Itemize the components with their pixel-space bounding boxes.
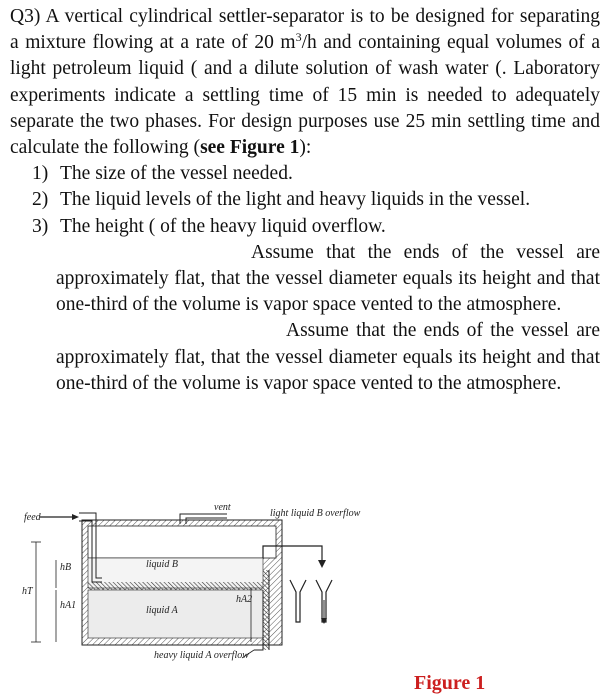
- question-label: Q3): [10, 6, 41, 27]
- heavy-leg-fill: [263, 570, 269, 650]
- settler-diagram: [22, 500, 361, 670]
- problem-intro: Q3) A vertical cylindrical settler-separator is to be designed for separating a mixture flowing at a rate of 20 $m^3/h$ and containing equal volumes of a light petroleum liquid ( and a dilute solution of wash water (. Laboratory experiments indicate a settling time of 15 min is needed to adequately separate the two phases. For design purposes use 25 min settling time and calculate the following (see Figure 1):: [10, 6, 600, 159]
- light-overflow-arrow: [318, 560, 326, 568]
- liquid-b-label: liquid B: [146, 559, 178, 570]
- list-item: 1) The size of the vessel needed.: [32, 163, 293, 185]
- assumption-paragraph-repeat: Assume that the ends of the vessel are approximately flat, that the vessel diameter equals its height and that one-third of the volume is vapor space vented to the atmosphere.: [56, 320, 600, 394]
- task-list: [10, 161, 600, 240]
- interface-band: [88, 582, 263, 590]
- feed-arrow-head: [72, 514, 79, 520]
- liquid-a-label: liquid A: [146, 605, 178, 616]
- figure-reference: see Figure 1: [200, 137, 300, 159]
- light-overflow-label: light liquid B overflow: [270, 508, 361, 519]
- vent-label: vent: [214, 502, 231, 513]
- vapor-space: [88, 526, 276, 558]
- ht-label: hT: [22, 586, 33, 597]
- ha1-label: hA1: [60, 600, 77, 611]
- heavy-overflow-label: heavy liquid A overflow: [154, 650, 249, 661]
- figure-caption: Figure 1: [414, 672, 486, 694]
- funnel-1: [290, 580, 306, 622]
- hb-label: hB: [60, 562, 72, 573]
- feed-label: feed: [24, 512, 41, 523]
- list-item: 3) The height ( of the heavy liquid overflow.: [32, 215, 386, 237]
- list-item: 2) The liquid levels of the light and heavy liquids in the vessel.: [32, 189, 531, 211]
- assumption-paragraph: Assume that the ends of the vessel are approximately flat, that the vessel diameter equals its height and that one-third of the volume is vapor space vented to the atmosphere.: [56, 241, 600, 316]
- ha2-label: hA2: [236, 594, 253, 605]
- problem-text: [10, 4, 600, 397]
